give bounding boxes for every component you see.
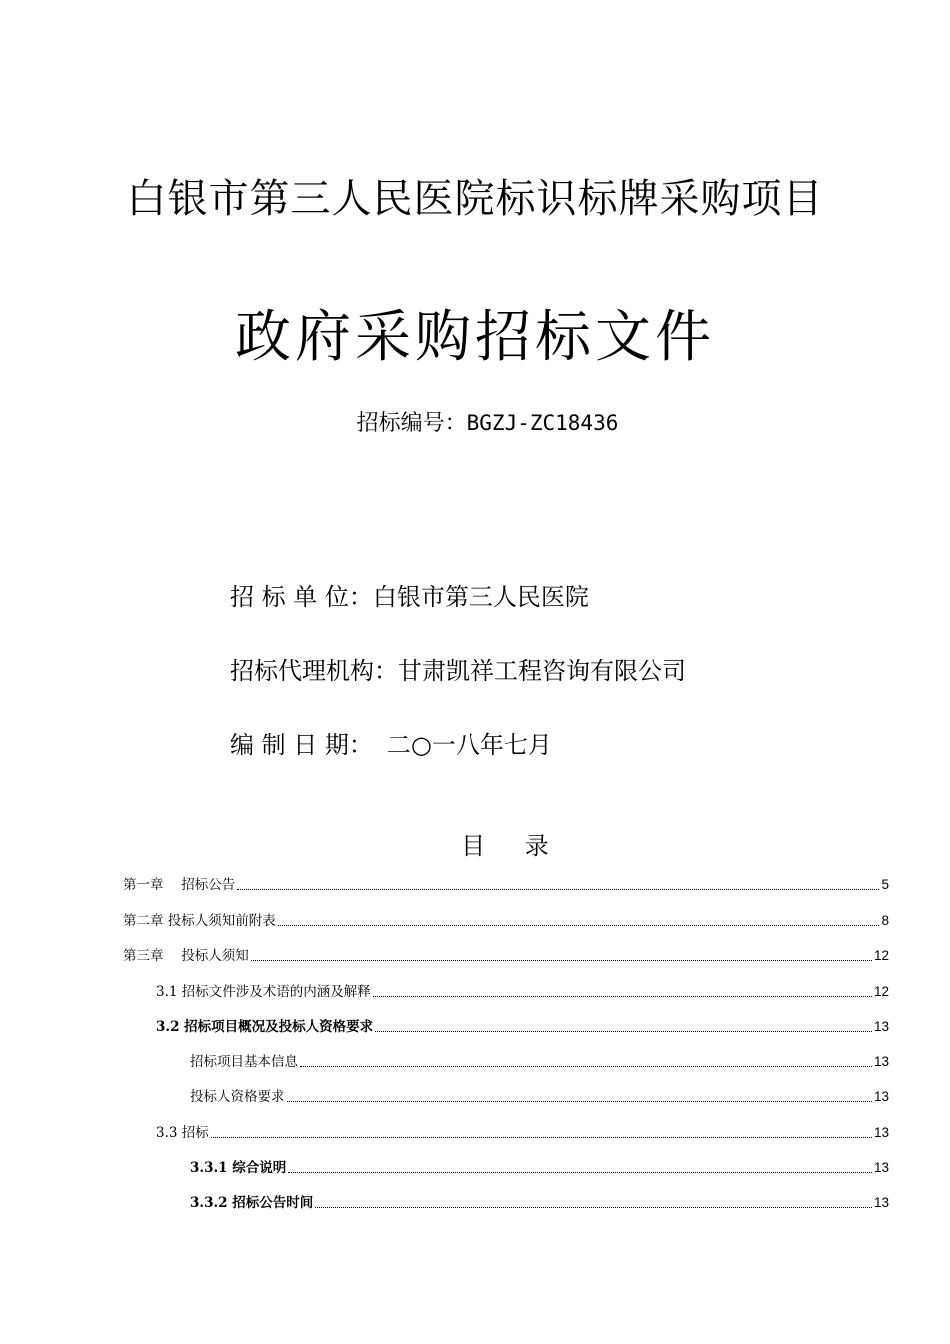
toc-entry-text: 第三章 投标人须知 (123, 948, 249, 964)
toc-entry[interactable] (123, 943, 889, 965)
toc-leader (251, 960, 872, 961)
toc-entry-page: 13 (873, 1089, 889, 1104)
toc-entry-text: 投标人资格要求 (190, 1089, 285, 1105)
bid-number-value: BGZJ-ZC18436 (466, 411, 619, 435)
toc-entry[interactable] (123, 872, 889, 894)
bid-number-label: 招标编号： (356, 411, 467, 436)
toc-entry-text: 3.3.1 综合说明 (190, 1160, 287, 1176)
toc-entry-page: 13 (873, 1160, 889, 1175)
bidder-line (230, 580, 589, 614)
toc-entry[interactable] (190, 1155, 889, 1177)
bidder-label: 招 标 单 位： (230, 583, 373, 611)
toc-leader (287, 1101, 872, 1102)
toc-entry-text: 3.1 招标文件涉及术语的内涵及解释 (156, 984, 371, 1000)
toc-leader (315, 1207, 872, 1208)
toc-entry[interactable] (156, 1120, 889, 1142)
toc-entry-text: 第一章 招标公告 (123, 877, 236, 893)
date-line (230, 728, 552, 762)
date-value: 二○一八年七月 (386, 731, 552, 759)
toc-entry-page: 13 (873, 1054, 889, 1069)
toc-entry[interactable] (156, 1014, 889, 1036)
toc-leader (288, 1172, 872, 1173)
bidder-value: 白银市第三人民医院 (372, 583, 589, 611)
toc-entry-page: 13 (873, 1019, 889, 1034)
date-label: 编 制 日 期： (230, 731, 373, 759)
bid-number-line (0, 406, 950, 441)
toc-entry[interactable] (190, 1190, 889, 1212)
toc-entry-page: 12 (873, 948, 889, 963)
agent-value: 甘肃凯祥工程咨询有限公司 (398, 657, 686, 685)
toc-leader (211, 1137, 872, 1138)
toc-entry-text: 3.3.2 招标公告时间 (190, 1195, 314, 1211)
toc-entry[interactable] (190, 1084, 889, 1106)
toc-leader (373, 996, 872, 997)
toc-entry[interactable] (156, 979, 889, 1001)
toc-entry-page: 12 (873, 984, 889, 999)
agent-label: 招标代理机构： (230, 657, 398, 685)
toc-entry-text: 招标项目基本信息 (190, 1054, 298, 1070)
toc-entry-text: 3.2 招标项目概况及投标人资格要求 (156, 1019, 374, 1035)
toc-entry[interactable] (190, 1049, 889, 1071)
project-title: 白银市第三人民医院标识标牌采购项目 (126, 176, 824, 222)
document-title: 政府采购招标文件 (235, 305, 715, 370)
toc-title: 目 录 (461, 832, 565, 860)
toc-entry[interactable] (123, 908, 889, 930)
agent-line (230, 654, 686, 688)
toc-entry-text: 第二章 投标人须知前附表 (123, 913, 276, 929)
toc-leader (278, 925, 880, 926)
toc-entry-page: 5 (881, 877, 889, 892)
toc-entry-page: 13 (873, 1195, 889, 1210)
toc-entry-page: 13 (873, 1125, 889, 1140)
toc-leader (237, 889, 879, 890)
toc-entry-page: 8 (881, 913, 889, 928)
toc-leader (300, 1066, 872, 1067)
toc-leader (375, 1031, 872, 1032)
toc-entry-text: 3.3 招标 (156, 1125, 209, 1141)
